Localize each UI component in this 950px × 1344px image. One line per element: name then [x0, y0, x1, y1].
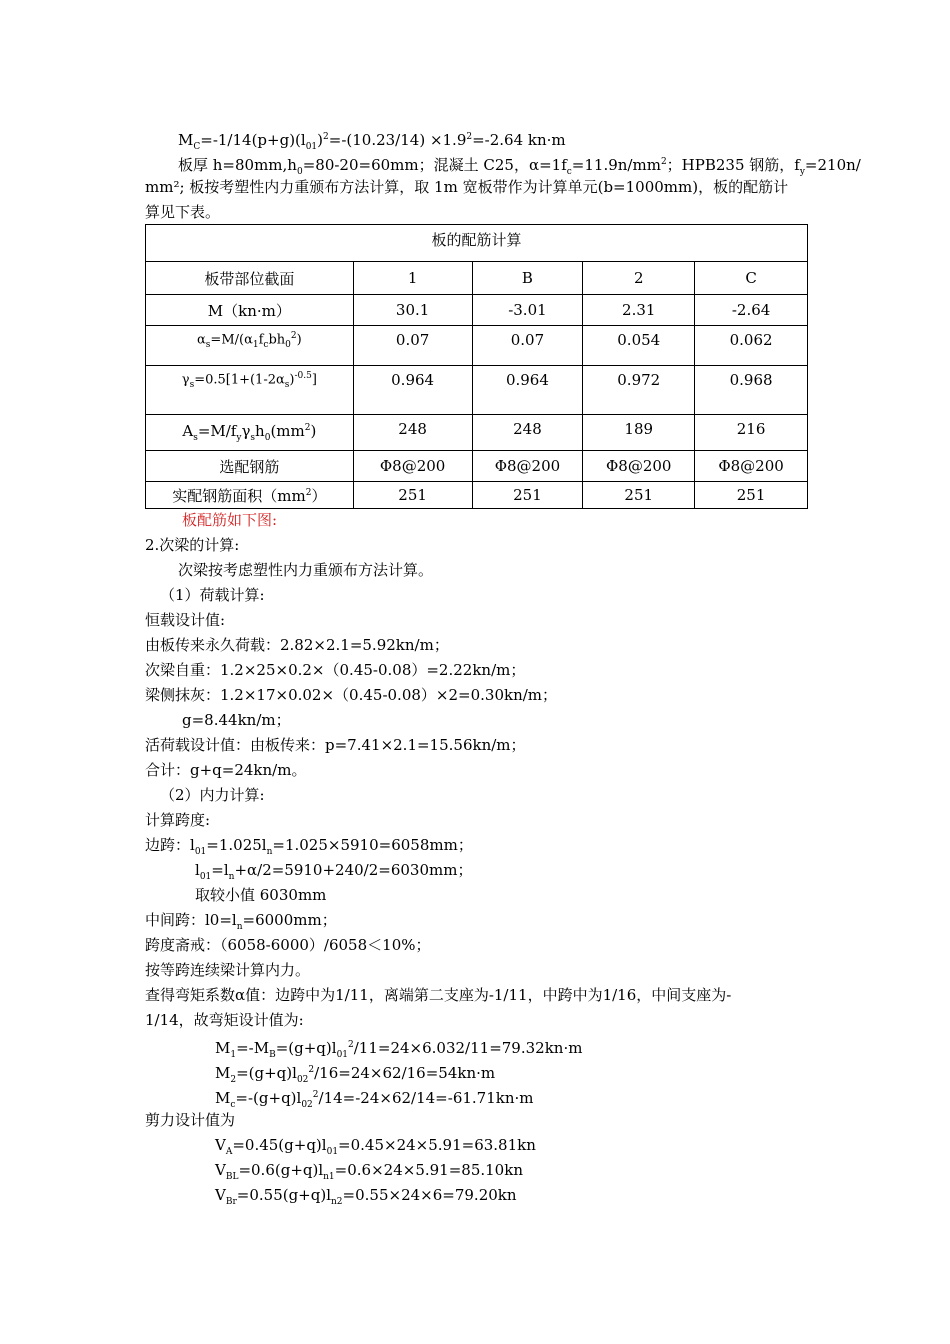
- table-cell: Φ8@200: [353, 451, 472, 482]
- mid-span-line: 中间跨：$l0=l_n=6000mm$；: [145, 911, 337, 932]
- row-label: M（kn·m）: [146, 295, 354, 326]
- alpha-line: 查得弯矩系数α值：边跨中为1/11，离端第二支座为-1/11，中跨中为1/16，中间支座为-: [145, 986, 732, 1004]
- row-label: $\alpha_s=M/(\alpha_1f_cbh_0^2)$: [146, 326, 354, 366]
- live-load-line: 活荷载设计值：由板传来：p=7.41×2.1=15.56kn/m；: [145, 736, 526, 754]
- table-cell: Φ8@200: [472, 451, 583, 482]
- table-cell: 251: [472, 482, 583, 509]
- row-label: $A_s=M/f_y\gamma_sh_0(mm^2)$: [146, 415, 354, 451]
- table-cell: 0.07: [472, 326, 583, 366]
- edge-span-line: $l_{01}=l_n+\alpha/2=5910+240/2=6030mm$；: [195, 861, 473, 882]
- table-row: [146, 415, 808, 451]
- table-row: [146, 482, 808, 509]
- edge-span-line: 边跨：$l_{01}=1.025l_n=1.025\times 5910=6058mm$；: [145, 836, 473, 857]
- header-cell: 1: [353, 262, 472, 295]
- table-cell: 251: [583, 482, 695, 509]
- table-cell: 0.054: [583, 326, 695, 366]
- table-row: [146, 366, 808, 415]
- table-cell: 0.964: [472, 366, 583, 415]
- dead-load-line: 由板传来永久荷载：2.82×2.1=5.92kn/m；: [145, 636, 449, 654]
- alpha-line: 1/14，故弯矩设计值为:: [145, 1011, 304, 1029]
- dead-load-line: 次梁自重：1.2×25×0.2×（0.45-0.08）=2.22kn/m；: [145, 661, 526, 679]
- table-cell: -3.01: [472, 295, 583, 326]
- header-cell: C: [695, 262, 808, 295]
- edge-span-line: 取较小值 6030mm: [195, 886, 327, 904]
- shear-vbl-line: $V_{BL}=0.6(g+q)l_{n1}=0.6\times 24\times 5.91=85.10kn$: [215, 1161, 523, 1182]
- table-cell: 2.31: [583, 295, 695, 326]
- row-label: $\gamma_s=0.5[1+(1-2\alpha_s)^{-0.5}]$: [146, 366, 354, 415]
- table-cell: 0.062: [695, 326, 808, 366]
- dead-load-heading: 恒载设计值:: [145, 611, 226, 629]
- table-row: [146, 451, 808, 482]
- table-cell: -2.64: [695, 295, 808, 326]
- table-cell: 251: [695, 482, 808, 509]
- table-row: [146, 295, 808, 326]
- table-cell: 0.968: [695, 366, 808, 415]
- table-cell: 0.07: [353, 326, 472, 366]
- header-cell: B: [472, 262, 583, 295]
- slab-params-line1: 板厚 $h=80mm,h_0=80-20=60mm$；混凝土 C25，$\alpha=1f_c=11.9n/mm^2$；HPB235 钢筋，$f_y=210n/$: [178, 156, 861, 177]
- table-row: [146, 326, 808, 366]
- rebar-calc-table: [145, 224, 808, 509]
- section-2-heading: 2.次梁的计算:: [145, 536, 240, 554]
- table-title: 板的配筋计算: [146, 225, 808, 262]
- moment-mc-line: $M_c=-(g+q)l_{02}^2/14=-24\times 62/14=-61.71kn\cdot m$: [215, 1089, 534, 1110]
- table-cell: 248: [472, 415, 583, 451]
- equal-span-line: 按等跨连续梁计算内力。: [145, 961, 311, 979]
- method-line: 次梁按考虑塑性内力重颁布方法计算。: [178, 561, 434, 579]
- slab-params-line3: 算见下表。: [145, 203, 221, 221]
- slab-params-line2: mm²; 板按考塑性内力重颁布方法计算，取 1m 宽板带作为计算单元(b=1000mm)，板的配筋计: [145, 178, 789, 196]
- table-header-row: [146, 262, 808, 295]
- row-label: 实配钢筋面积$(mm^2)$: [146, 482, 354, 509]
- table-cell: 30.1: [353, 295, 472, 326]
- sum-line: 合计：g+q=24kn/m。: [145, 761, 307, 779]
- moment-m2-line: $M_2=(g+q)l_{02}^2/16=24\times 62/16=54kn\cdot m$: [215, 1064, 496, 1085]
- row-label: 选配钢筋: [146, 451, 354, 482]
- span-heading: 计算跨度:: [145, 811, 211, 829]
- rebar-note: 板配筋如下图:: [182, 511, 278, 529]
- header-cell: 2: [583, 262, 695, 295]
- table-cell: 248: [353, 415, 472, 451]
- force-heading: （2）内力计算:: [160, 786, 265, 804]
- table-cell: Φ8@200: [583, 451, 695, 482]
- moment-m1-line: $M_1=-M_B=(g+q)l_{01}^2/11=24\times 6.032/11=79.32kn\cdot m$: [215, 1039, 583, 1060]
- load-heading: （1）荷载计算:: [160, 586, 265, 604]
- header-cell: 板带部位截面: [146, 262, 354, 295]
- mc-formula-line: $M_C=-1/14(p+g)(l_{01})^2=-(10.23/14) \times 1.9^2=-2.64$ kn·m: [178, 131, 566, 152]
- table-cell: Φ8@200: [695, 451, 808, 482]
- shear-vbr-line: $V_{Br}=0.55(g+q)l_{n2}=0.55\times 24\times 6=79.20kn$: [215, 1186, 517, 1207]
- dead-load-line: 梁侧抹灰：1.2×17×0.02×（0.45-0.08）×2=0.30kn/m；: [145, 686, 558, 704]
- table-cell: 0.964: [353, 366, 472, 415]
- g-total-line: g=8.44kn/m；: [182, 711, 291, 729]
- table-cell: 189: [583, 415, 695, 451]
- shear-va-line: $V_A=0.45(g+q)l_{01}=0.45\times 24\times 5.91=63.81kn$: [215, 1136, 536, 1157]
- shear-heading: 剪力设计值为: [145, 1111, 236, 1129]
- table-cell: 0.972: [583, 366, 695, 415]
- table-cell: 251: [353, 482, 472, 509]
- span-diff-line: 跨度斋戒：（6058-6000）/6058＜10%；: [145, 936, 431, 954]
- table-cell: 216: [695, 415, 808, 451]
